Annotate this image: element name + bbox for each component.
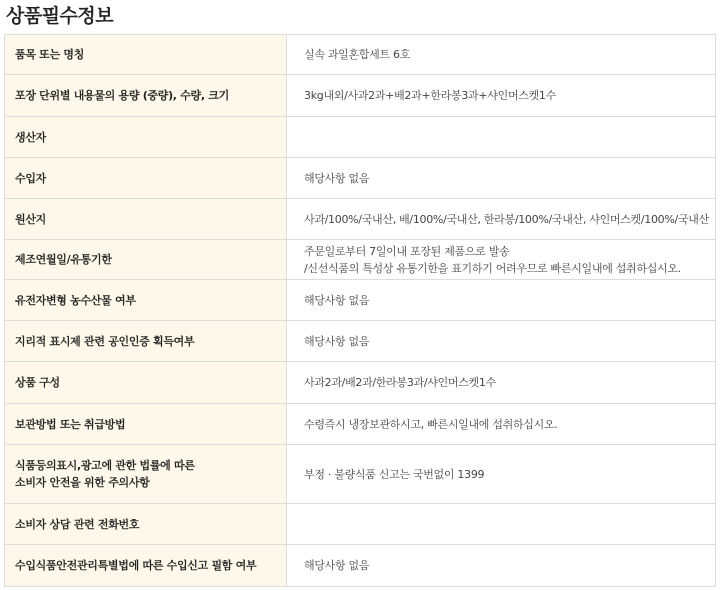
- row-label: 포장 단위별 내용물의 용량 (중량), 수량, 크기: [5, 75, 287, 117]
- row-value: 해당사항 없음: [287, 280, 716, 321]
- row-label: 식품등의표시,광고에 관한 법률에 따른 소비자 안전을 위한 주의사항: [5, 445, 287, 504]
- row-label: 생산자: [5, 117, 287, 158]
- row-value: 사과/100%/국내산, 배/100%/국내산, 한라봉/100%/국내산, 샤인머스켓/100%/국내산: [287, 199, 716, 240]
- row-label: 제조연월일/유통기한: [5, 240, 287, 280]
- table-row: [5, 404, 716, 445]
- row-value: 3kg내외/사과2과+배2과+한라봉3과+샤인머스켓1수: [287, 75, 716, 117]
- row-label: 지리적 표시제 관련 공인인증 획득여부: [5, 321, 287, 362]
- row-value: 해당사항 없음: [287, 321, 716, 362]
- row-value: 수령즉시 냉장보관하시고, 빠른시일내에 섭취하십시오.: [287, 404, 716, 445]
- page-title: 상품필수정보: [6, 5, 114, 27]
- table-row: [5, 445, 716, 504]
- row-value: 부정 · 불량식품 신고는 국번없이 1399: [287, 445, 716, 504]
- table-row: [5, 321, 716, 362]
- row-value: 실속 과일혼합세트 6호: [287, 35, 716, 75]
- row-label: 상품 구성: [5, 362, 287, 404]
- product-info-table: [4, 34, 716, 587]
- table-row: [5, 280, 716, 321]
- row-label: 수입식품안전관리특별법에 따른 수입신고 필함 여부: [5, 545, 287, 587]
- row-value: 주문일로부터 7일이내 포장된 제품으로 발송 /신선식품의 특성상 유통기한을 표기하기 어려우므로 빠른시일내에 섭취하십시오.: [287, 240, 716, 280]
- table-row: [5, 362, 716, 404]
- row-label: 소비자 상담 관련 전화번호: [5, 504, 287, 545]
- table-row: [5, 117, 716, 158]
- table-row: [5, 158, 716, 199]
- row-label: 유전자변형 농수산물 여부: [5, 280, 287, 321]
- table-row: [5, 545, 716, 587]
- table-row: [5, 35, 716, 75]
- row-value: 사과2과/배2과/한라봉3과/샤인머스켓1수: [287, 362, 716, 404]
- row-value: 해당사항 없음: [287, 158, 716, 199]
- table-row: [5, 199, 716, 240]
- row-label: 품목 또는 명칭: [5, 35, 287, 75]
- row-label: 보관방법 또는 취급방법: [5, 404, 287, 445]
- row-label: 원산지: [5, 199, 287, 240]
- row-value: [287, 504, 716, 545]
- row-value: [287, 117, 716, 158]
- table-row: [5, 504, 716, 545]
- row-label: 수입자: [5, 158, 287, 199]
- table-row: [5, 75, 716, 117]
- table-row: [5, 240, 716, 280]
- row-value: 해당사항 없음: [287, 545, 716, 587]
